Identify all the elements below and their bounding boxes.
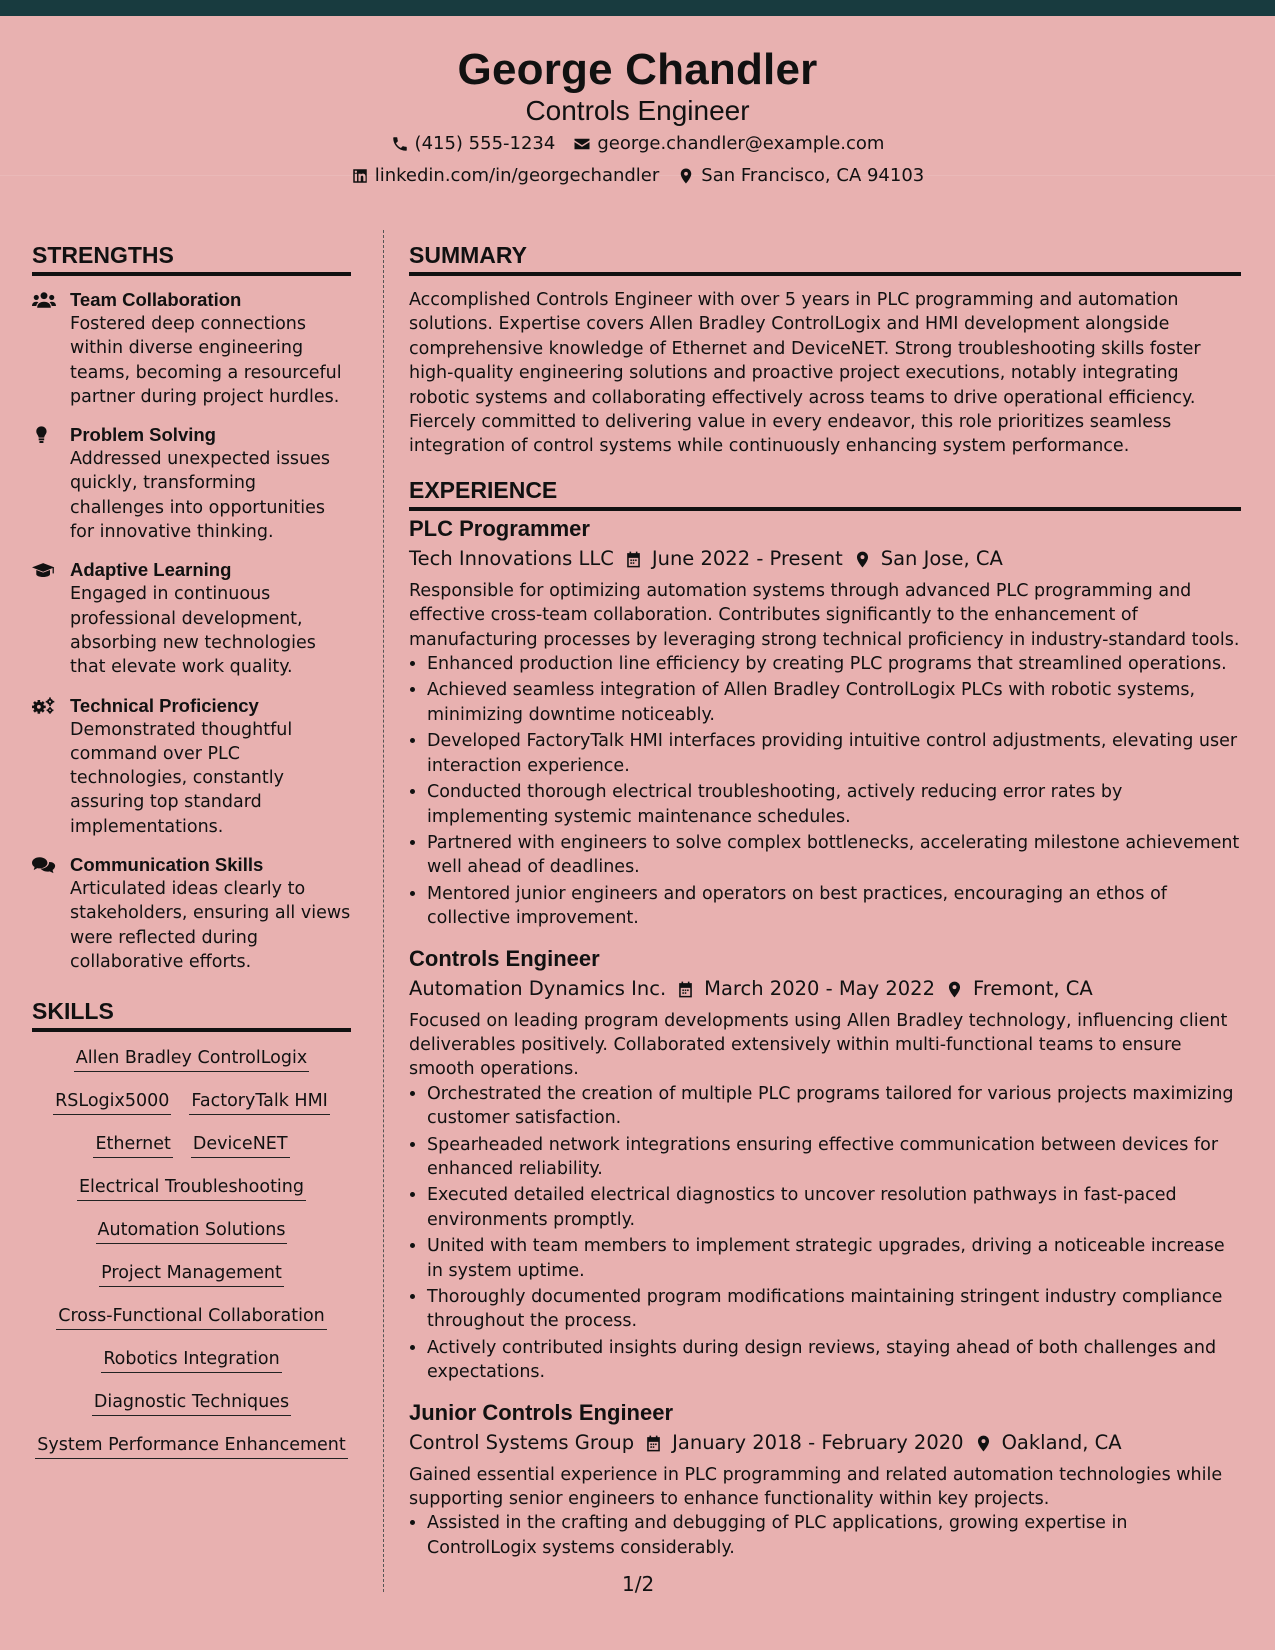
job-entry	[409, 945, 1241, 1385]
list-item: • Actively contributed insights during design reviews, staying ahead of both challenges and expectations.	[427, 1336, 1241, 1385]
job-entry	[409, 515, 1241, 931]
strength-description: Articulated ideas clearly to stakeholders, ensuring all views were reflected during collaborative efforts.	[70, 879, 351, 972]
column-divider	[383, 230, 384, 1592]
strength-title: Technical Proficiency	[70, 694, 259, 716]
calendar-icon	[676, 980, 694, 998]
strength-item	[32, 288, 351, 409]
email-contact[interactable]	[573, 128, 884, 160]
skill-tag: RSLogix5000	[53, 1089, 171, 1115]
strength-item	[32, 694, 351, 839]
job-location: Oakland, CA	[1001, 1430, 1122, 1454]
job-dates: June 2022 - Present	[651, 546, 843, 570]
candidate-name: George Chandler	[457, 45, 818, 94]
strength-description: Fostered deep connections within diverse engineering teams, becoming a resourceful partner during project hurdles.	[70, 314, 342, 407]
strength-title: Problem Solving	[70, 424, 216, 446]
list-item: • Spearheaded network integrations ensuring effective communication between devices for enhanced reliability.	[427, 1133, 1241, 1182]
job-description: Gained essential experience in PLC programming and related automation technologies while supporting senior engineers to enhance functionality within key projects.	[409, 1464, 1223, 1510]
skill-tag: Cross-Functional Collaboration	[56, 1304, 327, 1330]
job-title: PLC Programmer	[409, 515, 590, 541]
candidate-role: Controls Engineer	[525, 95, 750, 126]
contact-row-1	[0, 128, 1275, 160]
experience-heading: EXPERIENCE	[409, 475, 1241, 511]
summary-text: Accomplished Controls Engineer with over 5 years in PLC programming and automation solutions. Expertise covers Allen Bradley ControlLogix and HMI development alongside comprehensive knowledge of Ethernet and DeviceNET. Strong troubleshooting skills foster high-quality engineering solutions and proactive project executions, notably integrating robotic systems and collaborating effectively across teams to drive operational efficiency. Fiercely committed to delivering value in every endeavor, this role prioritizes seamless integration of control systems while continuously enhancing system performance.	[409, 290, 1201, 457]
envelope-icon	[573, 135, 591, 153]
strength-title: Communication Skills	[70, 854, 264, 876]
calendar-icon	[624, 550, 642, 568]
skill-tag: Allen Bradley ControlLogix	[74, 1046, 309, 1072]
strength-description: Demonstrated thoughtful command over PLC technologies, constantly assuring top standard implementations.	[70, 719, 293, 837]
job-entry	[409, 1399, 1241, 1561]
contact-row-2	[0, 160, 1275, 192]
strength-description: Engaged in continuous professional development, absorbing new technologies that elevate work quality.	[70, 584, 316, 678]
phone-text: (415) 555-1234	[414, 133, 556, 154]
top-bar	[0, 0, 1275, 16]
job-location: Fremont, CA	[973, 976, 1093, 1000]
skill-tag: Project Management	[99, 1261, 284, 1287]
cogs-icon	[32, 694, 70, 839]
linkedin-icon	[351, 167, 369, 185]
job-title: Junior Controls Engineer	[409, 1399, 674, 1425]
linkedin-contact[interactable]	[351, 160, 660, 192]
users-icon	[32, 288, 70, 409]
list-item: • Mentored junior engineers and operators on best practices, encouraging an ethos of collective improvement.	[427, 882, 1241, 931]
list-item: • Thoroughly documented program modifications maintaining stringent industry compliance throughout the process.	[427, 1285, 1241, 1334]
job-bullets	[409, 652, 1241, 930]
job-meta	[409, 545, 1241, 573]
location-text: San Francisco, CA 94103	[701, 165, 925, 186]
linkedin-text[interactable]: linkedin.com/in/georgechandler	[374, 165, 660, 186]
job-company: Tech Innovations LLC	[409, 546, 614, 570]
summary-heading: SUMMARY	[409, 240, 1241, 276]
skills-heading: SKILLS	[32, 996, 351, 1032]
skill-tag: Electrical Troubleshooting	[77, 1175, 306, 1201]
job-meta	[409, 975, 1241, 1003]
map-marker-icon	[677, 167, 695, 185]
strength-description: Addressed unexpected issues quickly, transforming challenges into opportunities for innovative thinking.	[70, 449, 330, 543]
strength-item	[32, 558, 351, 679]
skill-tag: DeviceNET	[191, 1132, 290, 1158]
strength-title: Team Collaboration	[70, 289, 242, 310]
left-column	[32, 240, 351, 1459]
location-contact	[677, 160, 924, 192]
skill-tag: Ethernet	[93, 1132, 172, 1158]
map-marker-icon	[974, 1434, 992, 1452]
job-bullets	[409, 1511, 1241, 1560]
list-item: • United with team members to implement strategic upgrades, driving a noticeable increase in system uptime.	[427, 1234, 1241, 1283]
list-item: • Achieved seamless integration of Allen Bradley ControlLogix PLCs with robotic systems, minimizing downtime noticeably.	[427, 678, 1241, 727]
skill-tag: Robotics Integration	[101, 1347, 281, 1373]
list-item: • Developed FactoryTalk HMI interfaces providing intuitive control adjustments, elevating user interaction experience.	[427, 729, 1241, 778]
graduation-cap-icon	[32, 558, 70, 679]
job-description: Responsible for optimizing automation systems through advanced PLC programming and effective cross-team collaboration. Contributes significantly to the enhancement of manufacturing processes by leveraging strong technical proficiency in industry-standard tools.	[409, 580, 1240, 650]
skill-tag: Diagnostic Techniques	[92, 1390, 291, 1416]
list-item: • Orchestrated the creation of multiple PLC programs tailored for various projects maximizing customer satisfaction.	[427, 1082, 1241, 1131]
list-item: • Assisted in the crafting and debugging of PLC applications, growing expertise in ControlLogix systems considerably.	[427, 1511, 1241, 1560]
phone-contact	[391, 128, 556, 160]
job-company: Control Systems Group	[409, 1430, 635, 1454]
strengths-heading: STRENGTHS	[32, 240, 351, 276]
skill-tag: FactoryTalk HMI	[189, 1089, 329, 1115]
job-dates: March 2020 - May 2022	[704, 976, 935, 1000]
right-column	[409, 240, 1241, 1562]
list-item: • Executed detailed electrical diagnostics to uncover resolution pathways in fast-paced environments promptly.	[427, 1183, 1241, 1232]
map-marker-icon	[853, 550, 871, 568]
skills-list	[32, 1044, 351, 1459]
job-description: Focused on leading program developments using Allen Bradley technology, influencing client deliverables positively. Collaborated extensively within multi-functional teams to ensure smooth operations.	[409, 1010, 1228, 1080]
skill-tag: System Performance Enhancement	[35, 1433, 348, 1459]
job-bullets	[409, 1082, 1241, 1385]
email-text[interactable]: george.chandler@example.com	[597, 133, 885, 154]
list-item: • Enhanced production line efficiency by creating PLC programs that streamlined operations.	[427, 652, 1241, 676]
strength-item	[32, 423, 351, 544]
skill-tag: Automation Solutions	[96, 1218, 288, 1244]
list-item: • Conducted thorough electrical troubleshooting, actively reducing error rates by implementing systemic maintenance schedules.	[427, 780, 1241, 829]
lightbulb-icon	[32, 423, 70, 544]
job-title: Controls Engineer	[409, 945, 600, 971]
calendar-icon	[644, 1434, 662, 1452]
resume-header	[0, 16, 1275, 186]
strength-item	[32, 853, 351, 974]
job-company: Automation Dynamics Inc.	[409, 976, 667, 1000]
comments-icon	[32, 853, 70, 974]
phone-icon	[391, 135, 409, 153]
list-item: • Partnered with engineers to solve complex bottlenecks, accelerating milestone achievement well ahead of deadlines.	[427, 831, 1241, 880]
job-dates: January 2018 - February 2020	[672, 1430, 964, 1454]
strength-title: Adaptive Learning	[70, 559, 232, 581]
page-number: 1/2	[622, 1572, 655, 1596]
job-location: San Jose, CA	[880, 546, 1003, 570]
map-marker-icon	[945, 980, 963, 998]
job-meta	[409, 1429, 1241, 1457]
